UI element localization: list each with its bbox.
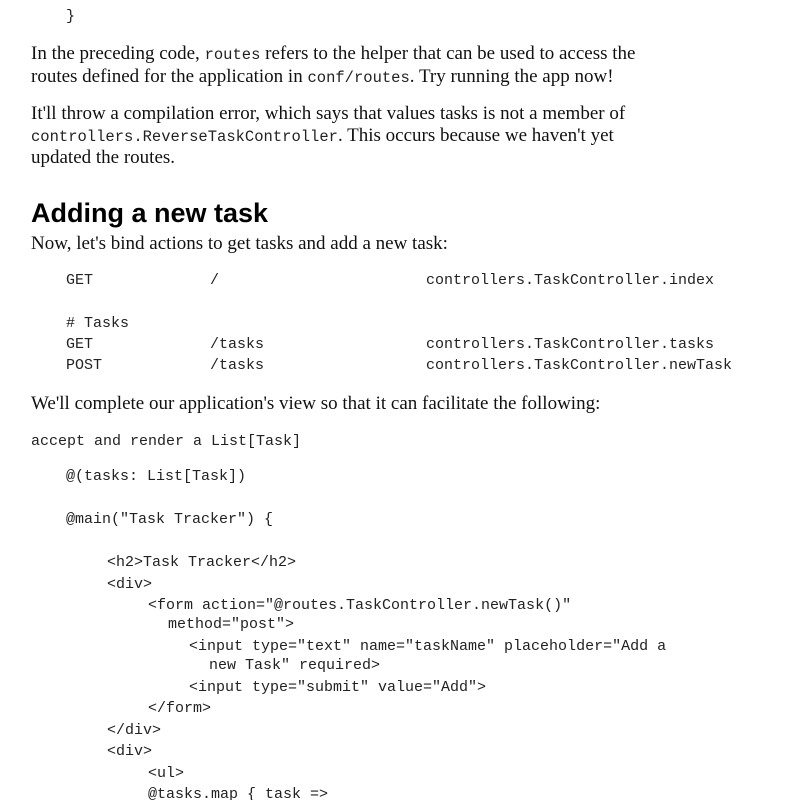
route-method: GET (66, 336, 94, 353)
route-path: / (210, 272, 220, 289)
code-line: <h2>Task Tracker</h2> (107, 554, 297, 571)
section-heading: Adding a new task (31, 198, 269, 228)
view-intro-paragraph: We'll complete our application's view so that it can facilitate the following: (31, 393, 601, 414)
route-action: controllers.TaskController.tasks (426, 336, 715, 353)
text-run: . Try running the app now! (409, 66, 614, 87)
code-line: @main("Task Tracker") { (66, 511, 274, 528)
text-run: refers to the helper that can be used to access the (260, 43, 636, 64)
code-line: @(tasks: List[Task]) (66, 468, 247, 485)
code-line: <input type="submit" value="Add"> (189, 679, 487, 696)
paragraph-line (31, 125, 614, 148)
route-method: GET (66, 272, 94, 289)
paragraph-line (31, 66, 614, 89)
code-line: <div> (107, 743, 153, 760)
code-line: <form action="@routes.TaskController.newTask()" (148, 597, 572, 614)
paragraph-line: It'll throw a compilation error, which says that values tasks is not a member of (31, 103, 626, 124)
text-run: In the preceding code, (31, 43, 205, 64)
code-heading-line: accept and render a List[Task] (31, 433, 302, 450)
inline-code: routes (204, 46, 261, 64)
route-path: /tasks (210, 336, 265, 353)
text-run: routes defined for the application in (31, 66, 308, 87)
code-line: </div> (107, 722, 162, 739)
route-comment: # Tasks (66, 315, 130, 332)
code-line: </form> (148, 700, 212, 717)
route-method: POST (66, 357, 103, 374)
code-line: <ul> (148, 765, 185, 782)
code-line: <div> (107, 576, 153, 593)
code-line: new Task" required> (209, 657, 381, 674)
code-line: method="post"> (168, 616, 295, 633)
paragraph-line: updated the routes. (31, 147, 176, 168)
route-action: controllers.TaskController.index (426, 272, 715, 289)
paragraph-line (31, 43, 635, 66)
code-closing-brace: } (66, 8, 76, 25)
inline-code: controllers.ReverseTaskController (31, 128, 338, 146)
route-path: /tasks (210, 357, 265, 374)
inline-code: conf/routes (307, 69, 410, 87)
intro-paragraph: Now, let's bind actions to get tasks and add a new task: (31, 233, 448, 254)
route-action: controllers.TaskController.newTask (426, 357, 733, 374)
code-line: @tasks.map { task => (148, 786, 329, 800)
text-run: . This occurs because we haven't yet (337, 125, 614, 146)
code-line: <input type="text" name="taskName" placeholder="Add a (189, 638, 667, 655)
